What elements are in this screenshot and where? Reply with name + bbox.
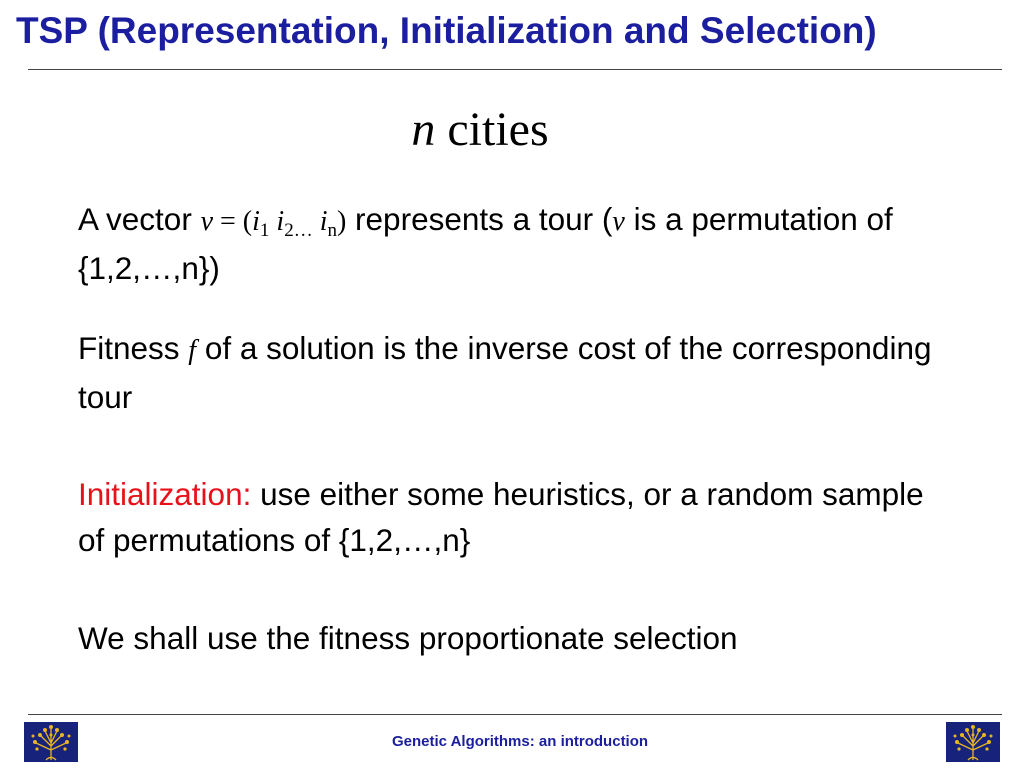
paragraph-representation	[78, 196, 958, 291]
formula-close: )	[336, 206, 347, 237]
heading-variable: n	[411, 103, 436, 156]
heading-text: cities	[435, 103, 549, 156]
formula-i2: i	[276, 206, 285, 237]
paragraph-selection: We shall use the fitness proportionate selection	[78, 620, 738, 656]
formula-eq: = (	[213, 206, 253, 237]
p2-pre: Fitness	[78, 330, 189, 366]
fitness-symbol: f	[188, 335, 197, 366]
formula-sub-1: 1	[259, 220, 270, 241]
vector-formula	[200, 206, 347, 241]
initialization-label: Initialization:	[78, 476, 252, 512]
tree-logo-icon	[946, 722, 1000, 762]
slide-title: TSP (Representation, Initialization and Selection)	[16, 10, 877, 51]
p1-mid: represents a tour (	[346, 201, 613, 237]
footer-divider	[28, 714, 1002, 715]
p1-v: v	[612, 206, 625, 237]
footer-title: Genetic Algorithms: an introduction	[391, 733, 649, 750]
p1-post: is a permutation of {1,2,…,n})	[78, 201, 893, 286]
formula-sub-n: n	[327, 220, 337, 241]
initialization-text: use either some heuristics, or a random sample of permutations of {1,2,…,n}	[78, 476, 924, 558]
formula-sub-2: 2…	[284, 220, 313, 241]
heading	[0, 100, 960, 160]
formula-i3: i	[319, 206, 328, 237]
p1-pre: A vector	[78, 201, 201, 237]
paragraph-fitness	[78, 325, 958, 420]
p2-post: of a solution is the inverse cost of the corresponding tour	[78, 330, 932, 415]
formula-i1: i	[252, 206, 260, 237]
formula-v: v	[200, 206, 213, 237]
paragraph-initialization	[78, 471, 958, 563]
title-divider	[28, 69, 1002, 70]
